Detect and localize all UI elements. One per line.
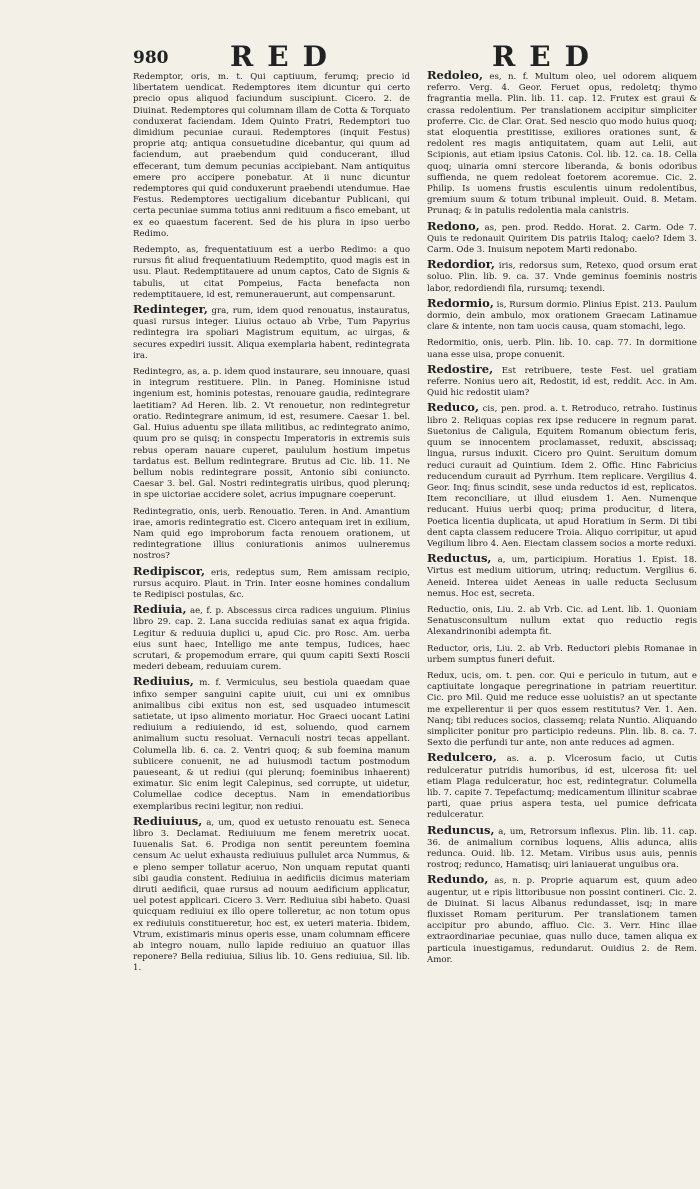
running-head-right: RED [492, 40, 603, 73]
entry-text: cis, pen. prod. a. t. Retroduco, retraho. Iustinus libro 2. Reliquas copias rex ipse reducere in regnum parat. Suetonius de Caligula, Equitem Romanum obiectum feris, quum se innocentem proclamasset, reduxit, abscissaq; lingua, rursus induxit. Cicero pro Quint. Seruitum domum reduci curauit ad Quintium. Idem 2. Offic. Hinc Fabricius reducendum curauit ad Pyrrhum. Item replicare. Vergilius 4. Geor. Inq; finus scindit, sese unda reductos id est, replicatos. Item reconciliare, ut illud eiusdem 1. Aen. Numenque reducant. Huius uerbi quoq; prima producitur, d litera, Poetica licentia duplicata, ut apud Horatium in Serm. Di tibi dent capta classem reducere Troia. Aliquo corripitur, ut apud Vegilium libro 4. Aen. Eiectam classem socios a morte reduxi. [427, 404, 697, 549]
dictionary-entry [427, 640, 697, 666]
entry-text: Redempto, as, frequentatiuum est a uerbo Redimo: a quo rursus fit aliud frequentatiuum Redemptito, quod magis est in usu. Plaut. Redemptitauere ad unum captos, Cato de Signis & tabulis, ut citat Pompeius, Facta benefacta non redemptitauere, id est, remunerauerunt, aut compensarunt. [133, 245, 410, 300]
entry-headword: Redinteger, [133, 302, 208, 317]
entry-text: is, Rursum dormio. Plinius Epist. 213. Paulum dormio, dein ambulo, mox orationem Graecam Latinamue clare & intente, non tam uocis causa, quam stomachi, lego. [427, 299, 697, 333]
dictionary-entry [427, 823, 697, 872]
dictionary-entry [427, 601, 697, 639]
entry-text: Reductio, onis, Liu. 2. ab Vrb. Cic. ad Lent. lib. 1. Quoniam Senatusconsultum nullum extat quo reductio regis Alexandrinonibi adempta fit. [427, 604, 697, 638]
page-number: 980 [133, 48, 169, 68]
entry-text: gra, rum, idem quod renouatus, instauratus, quasi rursus integer. Liuius octauo ab Vrbe, Tum Papyrius redintegra ira spoliari Magistrum equitum, ac uirgas, & secures expediri iussit. Aliqua exemplaria habent, redintegrata ira. [133, 306, 410, 361]
entry-text: ae, f. p. Abscessus circa radices unguium. Plinius libro 29. cap. 2. Lana succida rediuias sanat ex aqua frigida. Legitur & reduuia duplici u, apud Cic. pro Rosc. Am. uerba eius sunt haec, Intelligo me ante tempus, Iudices, haec scrutari, & propemodum errare, qui quum capiti Sexti Roscii mederi debeam, reduuiam curem. [133, 606, 411, 673]
dictionary-entry [427, 296, 697, 334]
entry-text: Redux, ucis, om. t. pen. cor. Qui e periculo in tutum, aut e captiuitate longaque peregrinatione in patriam reuertitur. Cic. pro Mil. Quid me reduce esse uoluistis? an ut spectante me expellerentur ii per quos essem restitutus? Ver. 1. Aen. Nanq; tibi reduces socios, classemq; relata Nuntio. Aliquando simpliciter ponitur pro participio redeuns. Plin. lib. 8. ca. 7. Sexto die perfundi tur ante, non ante reduces ad agmen. [427, 670, 697, 749]
dictionary-entry [427, 334, 697, 360]
dictionary-entry [427, 219, 697, 257]
entry-headword: Redormio, [427, 295, 494, 310]
dictionary-entry [427, 872, 697, 966]
entry-text: eris, redeptus sum, Rem amissam recipio, rursus acquiro. Plaut. in Trin. Inter eosne homines condalium te Redipisci postulas, &c. [133, 567, 410, 600]
entry-text: Redintegro, as, a. p. idem quod instaurare, seu innouare, quasi in integrum restituere. Plin. in Paneg. Hominisne istud ingenium est, hominis potestas, renouare gaudia, redintegrare laetitiam? Ad Heren. lib. 2. Vt renouetur, non redintegretur oratio. Redintegrare animum, id est, resumere. Caesar 1. bel. Gal. Huius aduentu spe illata militibus, ac redintegrato animo, quum pro se quisq; in conspectu Imperatoris in extremis suis rebus operam nauare cuperet, paululum hostium impetus tardatus est. Bellum redintegrare. Brutus ad Cic. lib. 11. Ne bellum nobis redintegrare possit, Antonio sibi coniuncto. Caesar 3. bel. Gal. Nostri redintegratis uiribus, quod plerunq; in spe uictoriae accidere solet, acrius impugnare coeperunt. [133, 367, 410, 501]
entry-headword: Redoleo, [427, 68, 483, 82]
running-head-left: RED [230, 40, 341, 73]
entry-text: a, um, Retrorsum inflexus. Plin. lib. 11. cap. 36. de animalium cornibus loquens, Aliis adunca, aliis redunca. Ouid. lib. 12. Metam. Viribus usus auis, pennis rostroq; redunco, Hamatisq; uiri laniauerat unguibus ora. [427, 826, 698, 871]
entry-headword: Redostire, [427, 361, 494, 376]
dictionary-entry [133, 602, 410, 673]
entry-headword: Rediuius, [133, 674, 194, 689]
entry-headword: Redordior, [427, 257, 495, 272]
entry-text: es, n. f. Multum oleo, uel odorem aliquem referro. Verg. 4. Geor. Feruet opus, redoletq; thymo fragrantia mella. Plin. lib. 11. cap. 12. Frutex est graui & crassa redolentium. Per translationem accipitur simpliciter proferre. Cic. de Clar. Orat. Sed nescio quo modo huius quoq; stat eloquentia prestitisse, exiliores orationes sunt, & redolent res magis antiquitatem, quam aut Lelii, aut Scipionis, aut etiam ipsius Catonis. Col. lib. 12. ca. 18. Cella quoq; uinaria omni stercore liberanda, & bonis odoribus suffienda, ne quem redoleat foetorem acoremue. Cic. 2. Philip. Is uomens frustis esculentis uinum redolentibus, gremium suum & totum tribunal impleuit. Ouid. 8. Metam. Prunaq; & in patulis redolentia mala canistris. [427, 72, 697, 217]
dictionary-entry [133, 241, 410, 301]
entry-text: as, n. p. Proprie aquarum est, quum adeo augentur, ut e ripis littoribusue non possint contineri. Cic. 2. de Diuinat. Si lacus Albanus redundasset, isq; in mare fluxisset Romam periturum. Per translationem tamen accipitur pro abundo, affluo. Cic. 3. Verr. Hinc illae extraordinariae pecuniae, quas nullo duce, tamen aliqua ex particula inuestigamus, redundarut. Ouidius 2. de Rem. Amor. [427, 876, 697, 965]
entry-headword: Reduncus, [427, 822, 495, 837]
dictionary-entry [133, 363, 410, 501]
right-column [427, 68, 697, 967]
entry-headword: Redulcero, [427, 750, 497, 765]
entry-text: Redormitio, onis, uerb. Plin. lib. 10. cap. 77. In dormitione uana esse uisa, prope conuenit. [427, 338, 697, 360]
entry-text: Redintegratio, onis, uerb. Renouatio. Teren. in And. Amantium irae, amoris redintegratio est. Cicero antequam iret in exilium, Nam quid ego improborum facta renouem orationem, ut redintegratione illius coniurationis animos uulneremus nostros? [133, 506, 410, 562]
dictionary-entry [427, 667, 697, 749]
dictionary-entry [427, 551, 697, 600]
dictionary-entry [133, 674, 410, 812]
entry-text: as. a. p. Vlcerosum facio, ut Cutis redulceratur putridis humoribus, id est, ulcerosa fit: uel etiam Plaga redulceratur, hoc est, redintegratur. Columella lib. 7. capite 7. Tepefactumq; medicamentum illinitur scabrae parti, quae prius aspera testa, uel pumice defricata redulceratur. [427, 754, 697, 821]
dictionary-entry [133, 302, 410, 362]
entry-text: as, pen. prod. Reddo. Horat. 2. Carm. Ode 7. Quis te redonauit Quiritem Dis patriis Italoq; caelo? Idem 3. Carm. Ode 3. Inuisum nepotem Marti redonabo. [427, 222, 697, 256]
entry-headword: Rediuia, [133, 602, 187, 617]
entry-text: Redemptor, oris, m. t. Qui captiuum, ferumq; precio id libertatem uendicat. Redemptores item dicuntur qui certo precio opus aliquod faciundum suscipiunt. Cicero. 2. de Diuinat. Redemptores qui columnam illam de Cotta & Torquato conduxerat faciendam. Idem Quinto Fratri, Redemptori tuo dimidium pecuniae curaui. Redemptores (inquit Festus) proprie atq; antiqua consuetudine dicebantur, qui quum ad faciendum, aut praebendum quid conducerant, illud effecerant, tum demum pecunias accipiebant. Nam antiquitus emere pro accipere ponebatur. At ii nunc dicuntur redemptores qui quid conduxerunt praebendi utendumue. Hae Festus. Redemptores uectigalium dicebantur Publicani, qui certa pecuniae summa totius anni redituum a fisco emebant, ut ex eo quaestum facerent. Sed de his plura in ipso uerbo Redimo. [133, 72, 410, 239]
entry-headword: Redundo, [427, 872, 489, 887]
entry-headword: Redipiscor, [133, 563, 206, 578]
left-column [133, 68, 410, 976]
entry-headword: Rediuiuus, [133, 813, 203, 828]
entry-text: Reductor, oris, Liu. 2. ab Vrb. Reductori plebis Romanae in urbem sumptus funeri defuit. [427, 643, 697, 665]
entry-headword: Reduco, [427, 400, 479, 415]
dictionary-entry [427, 68, 697, 218]
entry-text: Est retribuere, teste Fest. uel gratiam referre. Nonius uero ait, Redostit, id est, reddit. Acc. in Am. Quid hic redostit uiam? [427, 365, 697, 399]
entry-text: a, um, participium. Horatius 1. Epist. 18. Virtus est medium uitiorum, utrinq; reductum. Vergilius 6. Aeneid. Interea uidet Aeneas in ualle reducta Seclusum nemus. Hoc est, secreta. [427, 555, 697, 599]
dictionary-entry [427, 400, 697, 550]
entry-headword: Reductus, [427, 551, 492, 566]
entry-headword: Redono, [427, 218, 480, 233]
dictionary-entry [133, 68, 410, 240]
dictionary-entry [133, 503, 410, 563]
dictionary-entry [133, 564, 410, 602]
entry-text: a, um, quod ex uetusto renouatu est. Seneca libro 3. Declamat. Rediuiuum me fenem meretrix uocat. Iuuenalis Sat. 6. Prodiga non sentit pereuntem foemina censum Ac uelut exhausta rediuiuus pullulet arca Nummus, & e pleno semper tollatur aceruo, Non unquam reputat quanti sibi gaudia constent. Rediuiua in aedificiis dicimus materiam diruti aedificii, quae rursus ad nouum aedificium applicatur, uel potest applicari. Cicero 3. Verr. Rediuiua sibi habeto. Quasi quicquam rediuiui ex illo opere tolleretur, ac non totum opus ex rediuiuis constitueretur, hoc est, ex ueteri materia. Ibidem, Vtrum, existimaris minus operis esse, unam columnam efficere ab integro nouam, nullo lapide rediuiuo an quatuor illas reponere? Bella rediuiua, Silius lib. 10. Gens rediuiua, Sil. lib. 1. [133, 817, 410, 974]
dictionary-entry [427, 750, 697, 821]
entry-text: iris, redorsus sum, Retexo, quod orsum erat soluo. Plin. lib. 9. ca. 37. Vnde geminus foeminis nostris labor, redordiendi fila, rursumq; texendi. [427, 261, 698, 294]
dictionary-entry [427, 257, 697, 295]
dictionary-entry [133, 814, 410, 975]
dictionary-entry [427, 362, 697, 400]
entry-text: m. f. Vermiculus, seu bestiola quaedam quae infixo semper sanguini capite uiuit, cui uni ex omnibus animalibus cibi exitus non est, sed usquadeo intumescit satietate, ut ipso alimento moriatur. Hoc Graeci uocant Latini rediuium a rediuiendo, id est, soluendo, quod carnem animalium suctu resoluat. Vernaculi nostri tecas appellant. Columella lib. 6. ca. 2. Ventri quoq; & sub foemina manum subiicere conuenit, ne ad huiusmodi tactum postmodum paueseant, & ut rediui (qui plerunq; foeminibus inhaerent) eximatur. Sic enim legit Calepinus, sed corrupte, ut uidetur, Columellae codice deceptus. Nam in emendatioribus exemplaribus recini legitur, non rediui. [133, 678, 410, 812]
